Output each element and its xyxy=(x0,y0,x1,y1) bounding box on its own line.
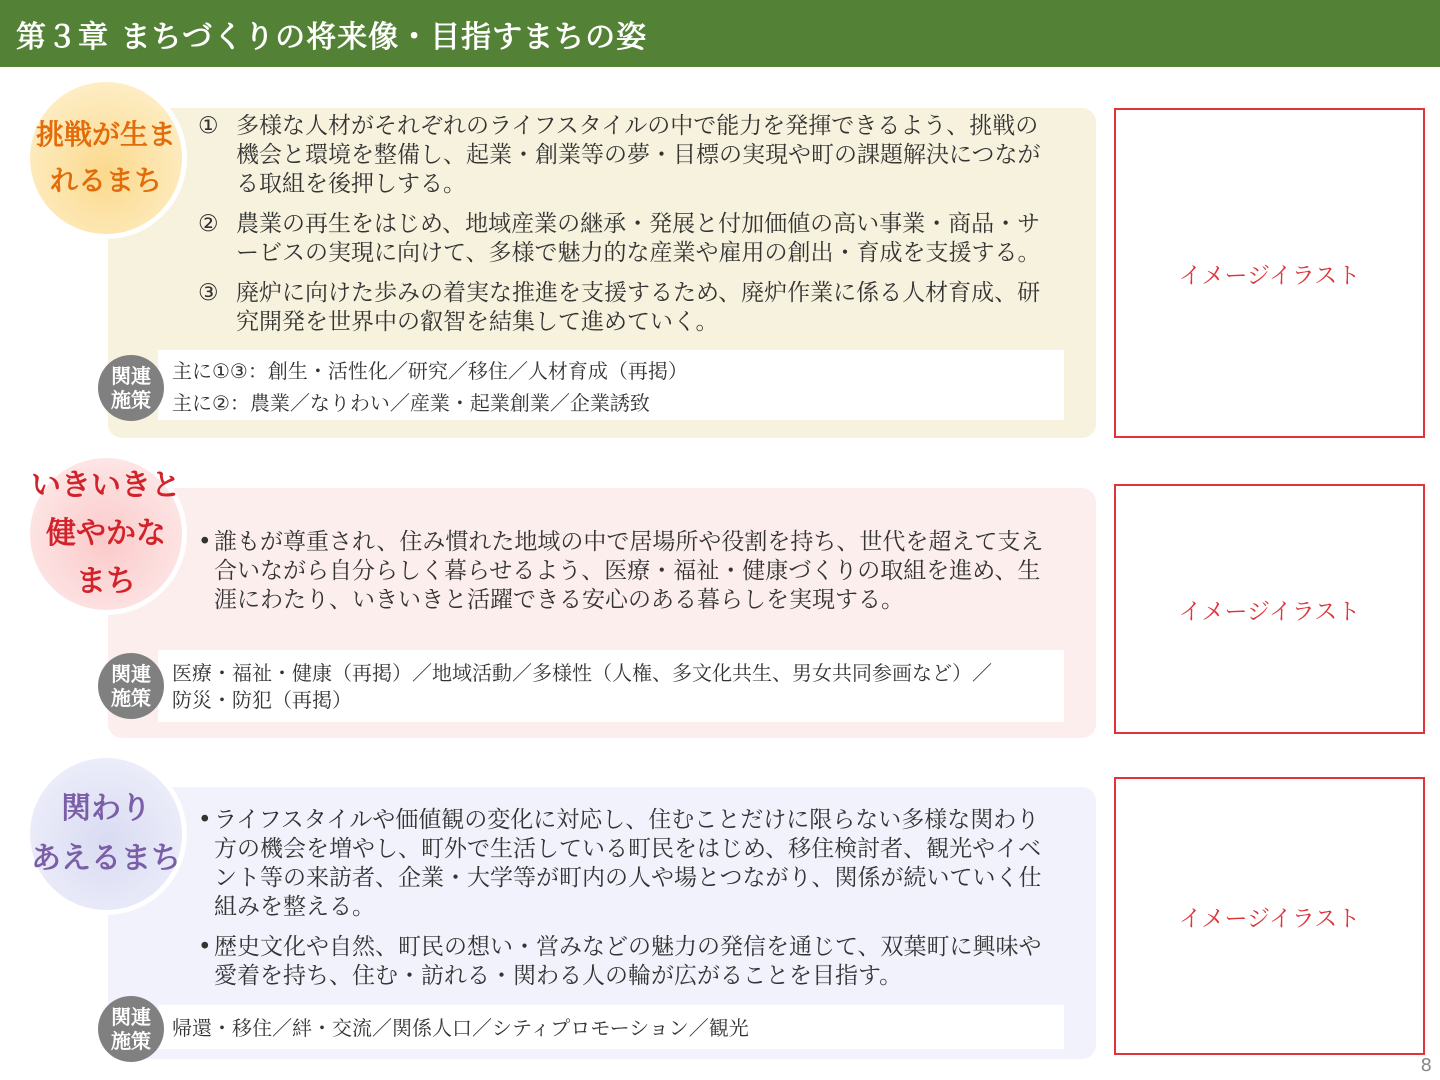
related-measures-line: 医療・福祉・健康（再掲）／地域活動／多様性（人権、多文化共生、男女共同参画など）／ xyxy=(172,661,992,685)
list-item: ② 農業の再生をはじめ、地域産業の継承・発展と付加価値の高い事業・商品・サービスの実現に向けて、多様で魅力的な産業や雇用の創出・育成を支援する。 xyxy=(198,211,1041,266)
related-measures-label: 関連 施策 xyxy=(98,996,164,1062)
chapter-header xyxy=(0,0,1440,67)
related-measures-line: 主に②：農業／なりわい／産業・起業創業／企業誘致 xyxy=(172,391,650,415)
illustration-label: イメージイラスト xyxy=(1178,598,1361,625)
related-measures-line: 帰還・移住／絆・交流／関係人口／シティプロモーション／観光 xyxy=(172,1016,749,1040)
section-badge: 挑戦が生ま れるまち xyxy=(30,82,182,234)
list-item: • 歴史文化や自然、町民の想い・営みなどの魅力の発信を通じて、双葉町に興味や愛着を持ち、住む・訪れる・関わる人の輪が広がることを目指す。 xyxy=(198,934,1042,989)
illustration-placeholder xyxy=(1114,777,1425,1055)
chapter-title: 第３章 まちづくりの将来像・目指すまちの姿 xyxy=(16,20,648,55)
related-measures-label: 関連 施策 xyxy=(98,653,164,719)
illustration-label: イメージイラスト xyxy=(1178,905,1361,932)
related-measures-box xyxy=(158,350,1064,420)
illustration-placeholder xyxy=(1114,108,1425,438)
section-badge: いきいきと 健やかな まち xyxy=(30,458,182,610)
related-measures-box xyxy=(158,1005,1064,1049)
related-measures-label: 関連 施策 xyxy=(98,355,164,421)
illustration-placeholder xyxy=(1114,484,1425,734)
related-measures-line: 防災・防犯（再掲） xyxy=(172,688,352,712)
section-badge: 関わり あえるまち xyxy=(30,758,182,910)
list-item: ① 多様な人材がそれぞれのライフスタイルの中で能力を発揮できるよう、挑戦の機会と環境を整備し、起業・創業等の夢・目標の実現や町の課題解決につながる取組を後押しする。 xyxy=(198,113,1041,197)
related-measures-box xyxy=(158,650,1064,722)
list-item: • ライフスタイルや価値観の変化に対応し、住むことだけに限らない多様な関わり方の機会を増やし、町外で生活している町民をはじめ、移住検討者、観光やイベント等の来訪者、企業・大学等が町内の人や場とつながり、関係が続いていく仕組みを整える。 xyxy=(198,807,1042,920)
related-measures-line: 主に①③：創生・活性化／研究／移住／人材育成（再掲） xyxy=(172,359,688,383)
illustration-label: イメージイラスト xyxy=(1178,262,1361,289)
list-item: ③ 廃炉に向けた歩みの着実な推進を支援するため、廃炉作業に係る人材育成、研究開発を世界中の叡智を結集して進めていく。 xyxy=(198,280,1041,335)
page-number: 8 xyxy=(1420,1055,1432,1076)
list-item: • 誰もが尊重され、住み慣れた地域の中で居場所や役割を持ち、世代を超えて支え合いながら自分らしく暮らせるよう、医療・福祉・健康づくりの取組を進め、生涯にわたり、いきいきと活躍できる安心のある暮らしを実現する。 xyxy=(198,529,1044,613)
